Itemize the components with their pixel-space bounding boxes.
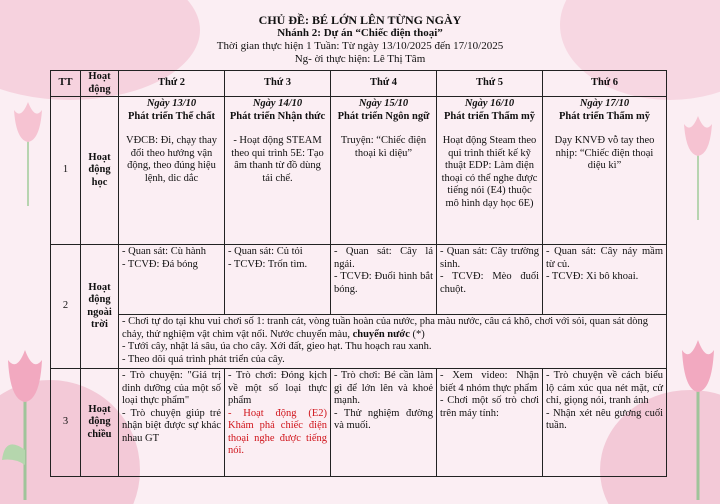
author-line: Ng- ời thực hiện: Lê Thị Tâm [294,53,426,65]
afternoon-item: - Nhận xét nêu gương cuối tuần. [546,407,663,431]
observation-item: - Quan sát: Cây náy mầm từ củ. [546,246,663,270]
observation-item: - Quan sát: Cây lá ngải. [334,246,433,270]
plant-observation: - Theo dõi quá trình phát triển của cây. [122,353,285,365]
row-number: 2 [51,245,81,369]
document-title: CHỦ ĐỀ: BÉ LỚN LÊN TỪNG NGÀY [258,13,462,27]
day-content: - Hoạt động STEAM theo qui trình 5E: Tạo âm thanh từ đồ dùng tái chế. [231,135,324,184]
table-row [51,97,667,245]
day-cell [119,245,225,315]
day-cell [225,245,331,315]
day-date: Ngày 14/10 [252,98,303,109]
day-date: Ngày 17/10 [579,98,630,109]
weekly-plan-table [50,70,667,477]
free-play-highlight: chuyển nước [352,328,410,340]
afternoon-item: - Trò chuyện về cách biểu lộ cảm xúc qua nét mặt, cử chỉ, giọng nói, tranh ảnh [546,370,663,406]
activity-name: Hoạt động học [81,97,119,245]
game-item: - TCVĐ: Mèo đuổi chuột. [440,271,539,295]
table-row [51,315,667,369]
day-cell [331,97,437,245]
day-content: Truyện: “Chiếc điện thoại kì diệu” [340,135,427,159]
day-cell [543,369,667,477]
day-focus: Phát triển Nhận thức [229,110,326,122]
afternoon-item: - Xem video: Nhận biết 4 nhóm thực phẩm [440,370,539,394]
column-header: Thứ 6 [543,71,667,97]
day-content: VĐCB: Đi, chạy thay đổi theo hướng vận động, theo đúng hiệu lệnh, dic dắc [126,135,217,184]
day-date: Ngày 13/10 [146,98,197,109]
afternoon-item: - Trò chơi: Bé cần làm gì để lớn lên và khoẻ mạnh. [334,370,433,406]
day-focus: Phát triển Thể chất [127,110,215,122]
observation-item: - Quan sát: Cù hành [122,246,206,257]
table-row [51,369,667,477]
document-header [48,0,672,66]
game-item: - TCVĐ: Đá bóng [122,258,198,270]
time-period: Thời gian thực hiện 1 Tuần: Từ ngày 13/10/2025 đến 17/10/2025 [216,40,504,52]
table-header-row [51,71,667,97]
day-focus: Phát triển Thẩm mỹ [558,110,651,122]
day-cell [225,97,331,245]
game-item: - TCVĐ: Đuổi hình bắt bóng. [334,271,433,295]
game-item: - TCVĐ: Xi bô khoai. [546,271,639,282]
day-cell [437,369,543,477]
branch-title: Nhánh 2: Dự án “Chiếc điện thoại” [277,27,443,39]
day-cell [331,245,437,315]
day-cell [225,369,331,477]
table-row [51,245,667,315]
day-cell [119,97,225,245]
day-cell [543,97,667,245]
column-header: Hoạt động [81,71,119,97]
afternoon-item: - Trò chuyện: "Giá trị dinh dưỡng của một số loại thực phẩm" [122,370,221,406]
afternoon-item: - Trò chơi: Đóng kịch về một số loại thực phẩm [228,370,327,406]
column-header: Thứ 5 [437,71,543,97]
tulip-flower-icon [680,110,716,220]
day-cell [331,369,437,477]
day-content: Hoạt động Steam theo qui trình thiết kế kỹ thuật EDP: Làm điện thoại có thể nghe được tiếng nói (E4) thuộc mô hình dạy học 6E) [441,135,538,209]
activity-name: Hoạt động chiều [81,369,119,477]
column-header: Thứ 2 [119,71,225,97]
afternoon-item: - Thử nghiệm đường và muối. [334,407,433,431]
day-focus: Phát triển Thẩm mỹ [443,110,536,122]
day-cell [543,245,667,315]
tulip-flower-icon [0,340,50,500]
free-play-note: (*) [412,328,425,340]
tulip-flower-icon [10,96,46,206]
day-date: Ngày 16/10 [464,98,515,109]
day-focus: Phát triển Ngôn ngữ [337,110,430,122]
lesson-plan-sheet [48,0,672,504]
observation-item: - Quan sát: Cây trường sinh. [440,246,539,270]
activity-name: Hoạt động ngoài trời [81,245,119,369]
day-cell [437,97,543,245]
row-number: 1 [51,97,81,245]
garden-task: - Tưới cây, nhặt lá sâu, úa cho cây. Xới đất, gieo hạt. Thu hoạch rau xanh. [122,341,432,352]
shared-outdoor-activities [119,315,667,369]
tulip-flower-icon [676,330,720,500]
column-header: TT [51,71,81,97]
afternoon-item-highlighted: - Hoạt động (E2) Khám phá chiếc điện thoại nghe được tiếng nói. [228,407,327,456]
column-header: Thứ 4 [331,71,437,97]
observation-item: - Quan sát: Củ tỏi [228,246,303,257]
day-content: Dạy KNVĐ vỗ tay theo nhịp: “Chiếc điện thoại diệu kì” [554,135,655,171]
day-cell [119,369,225,477]
row-number: 3 [51,369,81,477]
column-header: Thứ 3 [225,71,331,97]
free-play-text: - Chơi tự do tại khu vui chơi số 1: tranh cát, vòng tuần hoàn của nước, pha màu nước, câu cá khô, chơi với sỏi, quan sát dòng chảy, thử nghiệm vật chìm vật nổi. Nước chuyển màu, [122,316,648,340]
day-cell [437,245,543,315]
day-date: Ngày 15/10 [358,98,409,109]
afternoon-item: - Chơi một số trò chơi trên máy tính: [440,395,539,419]
afternoon-item: - Trò chuyện giúp trẻ nhận biệt được sự khác nhau GT [122,407,221,444]
game-item: - TCVĐ: Trốn tìm. [228,258,308,270]
